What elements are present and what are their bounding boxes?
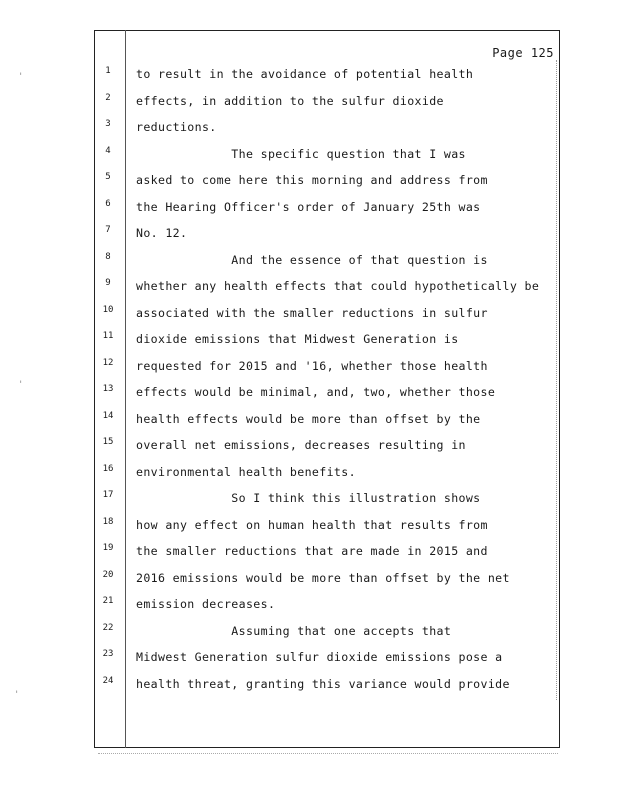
line-text: the Hearing Officer's order of January 25th was bbox=[136, 199, 481, 214]
line-text: whether any health effects that could hypothetically be bbox=[136, 279, 540, 293]
line-text: health effects would be more than offset by the bbox=[136, 411, 481, 426]
scan-speck: ' bbox=[18, 72, 24, 82]
line-text: effects would be minimal, and, two, whether those bbox=[136, 385, 496, 399]
transcript-line bbox=[0, 621, 618, 641]
line-number: 5 bbox=[105, 172, 111, 182]
line-number: 3 bbox=[105, 119, 111, 129]
line-number: 15 bbox=[102, 437, 114, 447]
transcript-line bbox=[0, 409, 618, 429]
line-text: overall net emissions, decreases resulting in bbox=[136, 438, 466, 452]
line-number: 11 bbox=[102, 331, 114, 341]
line-text: environmental health benefits. bbox=[136, 464, 356, 479]
transcript-line bbox=[0, 647, 618, 667]
transcript-line bbox=[0, 276, 618, 296]
line-text: 2016 emissions would be more than offset by the net bbox=[136, 570, 510, 585]
line-number: 18 bbox=[102, 516, 114, 527]
line-number: 24 bbox=[102, 675, 114, 686]
line-text: asked to come here this morning and address from bbox=[136, 173, 488, 187]
line-text: associated with the smaller reductions in sulfur bbox=[136, 305, 488, 320]
transcript-line bbox=[0, 144, 618, 164]
transcript-line bbox=[0, 170, 618, 190]
line-text: requested for 2015 and '16, whether those health bbox=[136, 358, 488, 373]
line-text: health threat, granting this variance would provide bbox=[136, 676, 510, 691]
scan-speck: ' bbox=[18, 380, 24, 390]
transcript-line bbox=[0, 64, 618, 84]
bottom-scan-edge bbox=[98, 753, 558, 754]
line-number: 16 bbox=[102, 463, 114, 474]
line-number: 17 bbox=[102, 490, 114, 500]
line-number: 23 bbox=[102, 649, 114, 659]
line-text: Midwest Generation sulfur dioxide emissions pose a bbox=[136, 650, 503, 664]
transcript-line bbox=[0, 541, 618, 561]
transcript-line bbox=[0, 329, 618, 349]
line-number: 19 bbox=[102, 543, 114, 553]
page-number: Page 125 bbox=[492, 46, 554, 60]
transcript-line bbox=[0, 356, 618, 376]
scan-speck: ' bbox=[14, 690, 20, 700]
line-number: 12 bbox=[102, 357, 114, 368]
transcript-line bbox=[0, 223, 618, 243]
transcript-line bbox=[0, 382, 618, 402]
line-text: No. 12. bbox=[136, 226, 188, 240]
transcript-line bbox=[0, 488, 618, 508]
line-number: 6 bbox=[105, 198, 111, 209]
line-text: And the essence of that question is bbox=[136, 252, 488, 267]
line-number: 8 bbox=[105, 251, 111, 262]
line-number: 22 bbox=[102, 622, 114, 633]
transcript-line bbox=[0, 197, 618, 217]
transcript-line bbox=[0, 250, 618, 270]
line-number: 9 bbox=[105, 278, 111, 288]
line-number: 21 bbox=[102, 596, 114, 606]
line-text: to result in the avoidance of potential health bbox=[136, 67, 474, 81]
transcript-line bbox=[0, 303, 618, 323]
transcript-line bbox=[0, 435, 618, 455]
transcript-line bbox=[0, 91, 618, 111]
line-text: the smaller reductions that are made in 2015 and bbox=[136, 544, 488, 558]
line-number: 1 bbox=[105, 66, 111, 76]
line-number: 7 bbox=[105, 225, 111, 235]
line-text: So I think this illustration shows bbox=[136, 491, 481, 505]
line-number: 10 bbox=[102, 304, 114, 315]
line-number: 14 bbox=[102, 410, 114, 421]
line-number: 4 bbox=[105, 145, 111, 156]
line-number: 13 bbox=[102, 384, 114, 394]
line-text: reductions. bbox=[136, 120, 217, 134]
line-text: dioxide emissions that Midwest Generation is bbox=[136, 332, 459, 346]
transcript-line bbox=[0, 674, 618, 694]
line-text: effects, in addition to the sulfur dioxide bbox=[136, 93, 444, 108]
transcript-line bbox=[0, 462, 618, 482]
transcript-line bbox=[0, 568, 618, 588]
line-text: The specific question that I was bbox=[136, 146, 466, 161]
line-text: how any effect on human health that results from bbox=[136, 517, 488, 532]
line-number: 20 bbox=[102, 569, 114, 580]
transcript-line bbox=[0, 515, 618, 535]
line-number: 2 bbox=[105, 92, 111, 103]
transcript-line bbox=[0, 117, 618, 137]
line-text: Assuming that one accepts that bbox=[136, 623, 452, 638]
transcript-line bbox=[0, 594, 618, 614]
line-text: emission decreases. bbox=[136, 597, 276, 611]
